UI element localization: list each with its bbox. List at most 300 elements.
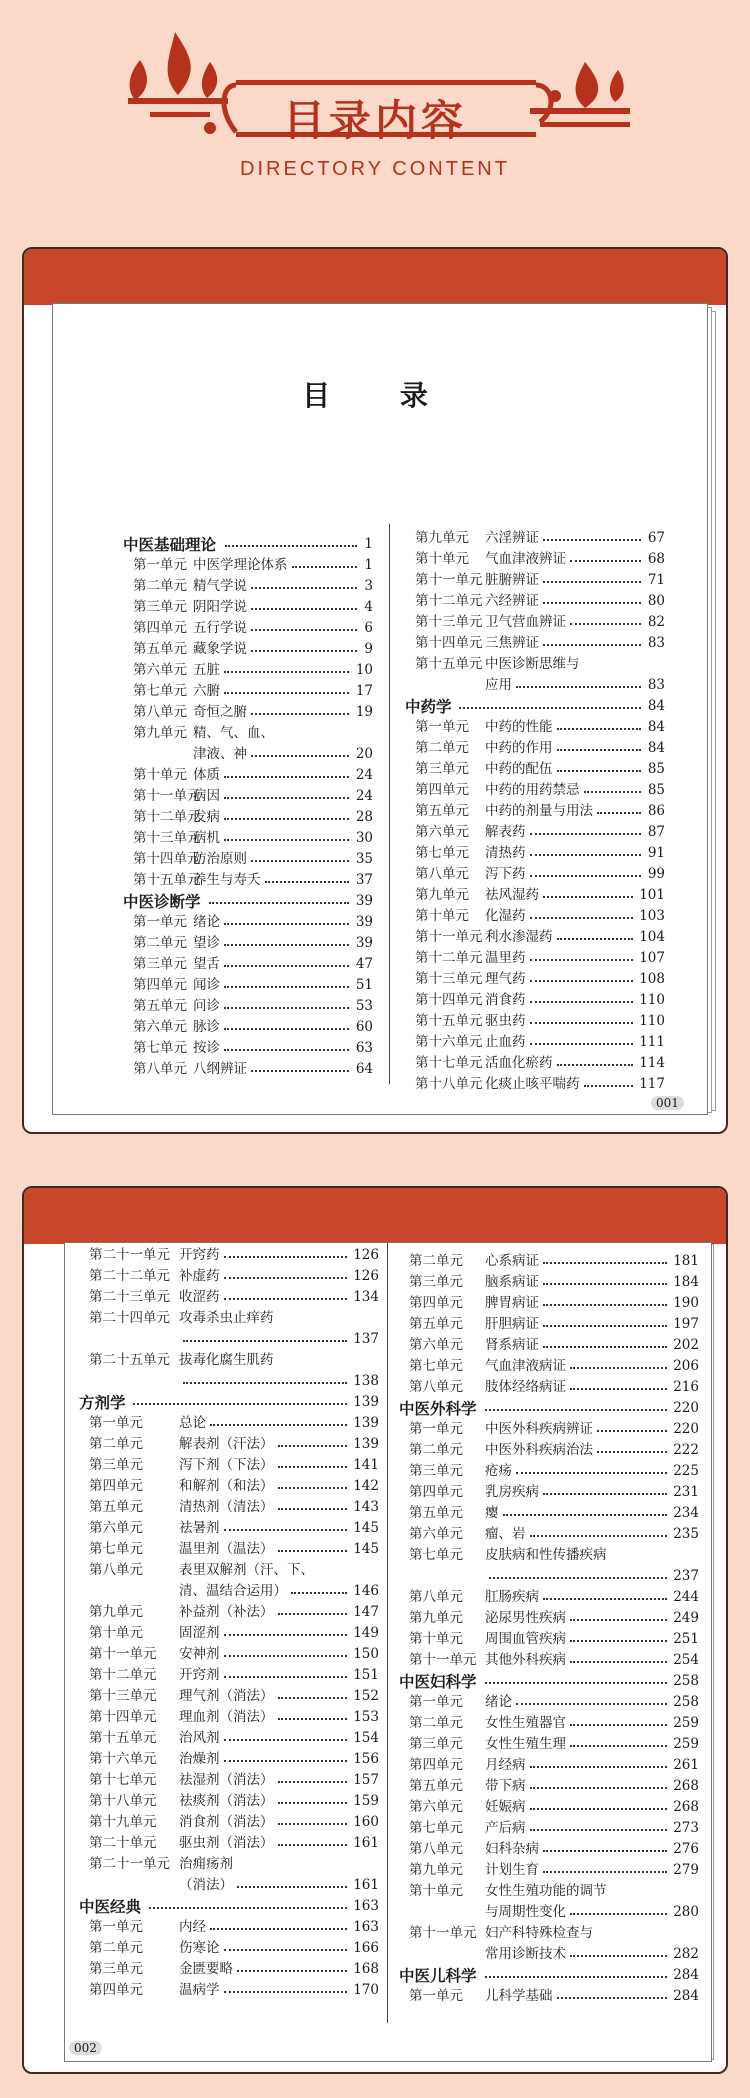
toc-entry-name: 妊娠病 (485, 1799, 526, 1815)
toc-entry-row (399, 1419, 699, 1440)
toc-page-number: 261 (673, 1757, 699, 1773)
toc-entry-row (79, 1350, 379, 1371)
toc-entry-name: 常用诊断技术 (485, 1946, 566, 1962)
toc-page-number: 251 (673, 1631, 699, 1647)
toc-entry-row (399, 1566, 699, 1587)
toc-unit-label: 第十七单元 (415, 1055, 483, 1071)
toc-entry-name: 女性生殖器官 (485, 1715, 566, 1731)
toc-unit-label: 第一单元 (133, 914, 187, 930)
toc-leader-dots (530, 906, 634, 919)
toc-page-number: 284 (673, 1988, 699, 2004)
toc-leader-dots (530, 1011, 634, 1024)
toc-entry-name: 清、温结合运用） (179, 1583, 287, 1599)
toc-entry-name: 伤寒论 (179, 1940, 220, 1956)
toc-unit-label: 第二十一单元 (89, 1856, 170, 1872)
page-number: 001 (651, 1096, 684, 1110)
toc-section-row (399, 1671, 699, 1692)
toc-page-number: 142 (353, 1478, 379, 1494)
toc-page-number: 114 (639, 1055, 665, 1071)
toc-page-number: 197 (673, 1316, 699, 1332)
toc-entry-name: 五行学说 (193, 620, 247, 636)
toc-page-number: 85 (647, 782, 665, 798)
toc-unit-label: 第十一单元 (409, 1652, 477, 1668)
toc-entry-row (405, 843, 665, 864)
toc-leader-dots (224, 1266, 348, 1279)
toc-entry-name: 泻下药 (485, 866, 526, 882)
toc-page-number: 47 (355, 956, 373, 972)
toc-leader-dots (485, 1671, 667, 1684)
toc-entry-name: 皮肤病和性传播疾病 (485, 1547, 607, 1563)
toc-entry-row (123, 765, 373, 786)
toc-entry-row (79, 1539, 379, 1560)
toc-unit-label: 第十单元 (415, 908, 469, 924)
toc-unit-label: 第八单元 (89, 1562, 143, 1578)
toc-unit-label: 第七单元 (89, 1541, 143, 1557)
toc-leader-dots (278, 1476, 348, 1489)
toc-unit-label: 第十五单元 (415, 1013, 483, 1029)
toc-leader-dots (251, 744, 349, 757)
toc-leader-dots (224, 996, 349, 1009)
toc-entry-name: 妇科杂病 (485, 1841, 539, 1857)
toc-entry-name: 周围血管疾病 (485, 1631, 566, 1647)
toc-entry-row (79, 1308, 379, 1329)
toc-entry-row (79, 1602, 379, 1623)
toc-entry-row (399, 1440, 699, 1461)
toc-entry-row (405, 1074, 665, 1095)
toc-entry-name: 女性生殖生理 (485, 1736, 566, 1752)
toc-unit-label: 第五单元 (133, 998, 187, 1014)
toc-unit-label: 第八单元 (415, 866, 469, 882)
toc-entry-name: 妇产科特殊检查与 (485, 1925, 593, 1941)
toc-entry-row (405, 780, 665, 801)
toc-unit-label: 第二单元 (89, 1436, 143, 1452)
toc-leader-dots (224, 1728, 348, 1741)
toc-page-number: 28 (355, 809, 373, 825)
toc-page-number: 159 (353, 1793, 379, 1809)
toc-leader-dots (459, 696, 641, 709)
toc-entry-name: 补益剂（补法） (179, 1604, 274, 1620)
toc-page-number: 30 (355, 830, 373, 846)
toc-entry-name: 肢体经络病证 (485, 1379, 566, 1395)
toc-entry-name: 儿科学基础 (485, 1988, 553, 2004)
toc-unit-label: 第八单元 (409, 1379, 463, 1395)
toc-page-number: 101 (639, 887, 665, 903)
toc-entry-row (405, 885, 665, 906)
toc-entry-name: 补虚药 (179, 1268, 220, 1284)
toc-entry-name: 和解剂（和法） (179, 1478, 274, 1494)
toc-leader-dots (584, 780, 642, 793)
toc-entry-name: 温病学 (179, 1982, 220, 1998)
toc-entry-row (79, 1476, 379, 1497)
toc-entry-row (123, 744, 373, 765)
toc-entry-row (399, 1503, 699, 1524)
toc-entry-name: 中药的用药禁忌 (485, 782, 580, 798)
toc-unit-label: 第二单元 (133, 935, 187, 951)
toc-leader-dots (570, 1944, 667, 1957)
toc-entry-row (399, 1986, 699, 2007)
toc-entry-row (405, 1053, 665, 1074)
toc-entry-name: 中医学理论体系 (193, 557, 288, 573)
toc-entry-name: 藏象学说 (193, 641, 247, 657)
toc-section-row (79, 1392, 379, 1413)
toc-entry-name: 闻诊 (193, 977, 220, 993)
toc-page-number: 71 (647, 572, 665, 588)
toc-entry-name: 瘿 (485, 1505, 499, 1521)
toc-page-number: 166 (353, 1940, 379, 1956)
toc-unit-label: 第十三单元 (89, 1688, 157, 1704)
toc-unit-label: 第一单元 (133, 557, 187, 573)
toc-unit-label: 第九单元 (415, 530, 469, 546)
toc-page-number: 237 (673, 1568, 699, 1584)
toc-page-number: 268 (673, 1799, 699, 1815)
toc-entry-name: 祛湿剂（消法） (179, 1772, 274, 1788)
toc-leader-dots (543, 1251, 667, 1264)
toc-entry-row (79, 1686, 379, 1707)
toc-unit-label: 第八单元 (409, 1841, 463, 1857)
toc-entry-row (399, 1797, 699, 1818)
toc-unit-label: 第十七单元 (89, 1772, 157, 1788)
toc-entry-row (405, 591, 665, 612)
toc-entry-row (123, 597, 373, 618)
toc-unit-label: 第三单元 (89, 1961, 143, 1977)
toc-entry-row (123, 639, 373, 660)
toc-unit-label: 第十六单元 (89, 1751, 157, 1767)
toc-entry-name: 月经病 (485, 1757, 526, 1773)
toc-leader-dots (210, 1413, 347, 1426)
toc-entry-row (123, 555, 373, 576)
toc-leader-dots (183, 1371, 347, 1384)
toc-entry-name: 瘤、岩 (485, 1526, 526, 1542)
toc-entry-name: 内经 (179, 1919, 206, 1935)
toc-unit-label: 第五单元 (409, 1778, 463, 1794)
toc-unit-label: 第十单元 (415, 551, 469, 567)
toc-entry-row (405, 822, 665, 843)
toc-leader-dots (516, 675, 641, 688)
toc-leader-dots (543, 633, 641, 646)
toc-column-left (79, 1245, 379, 2001)
toc-unit-label: 第十三单元 (133, 830, 201, 846)
toc-unit-label: 第二单元 (133, 578, 187, 594)
toc-page-number: 282 (673, 1946, 699, 1962)
toc-leader-dots (291, 1581, 347, 1594)
toc-page-number: 24 (355, 788, 373, 804)
toc-unit-label: 第二十五单元 (89, 1352, 170, 1368)
toc-entry-row (399, 1881, 699, 1902)
toc-page-number: 279 (673, 1862, 699, 1878)
toc-page-number: 107 (639, 950, 665, 966)
toc-entry-name: 中医外科疾病治法 (485, 1442, 593, 1458)
toc-unit-label: 第十五单元 (133, 872, 201, 888)
toc-leader-dots (224, 828, 349, 841)
toc-unit-label: 第十单元 (133, 767, 187, 783)
toc-leader-dots (224, 1980, 348, 1993)
toc-unit-label: 第三单元 (409, 1463, 463, 1479)
toc-unit-label: 第十一单元 (415, 929, 483, 945)
toc-unit-label: 第十单元 (409, 1631, 463, 1647)
toc-entry-name: 气血津液病证 (485, 1358, 566, 1374)
toc-entry-name: 脑系病证 (485, 1274, 539, 1290)
toc-page-number: 254 (673, 1652, 699, 1668)
toc-unit-label: 第八单元 (409, 1589, 463, 1605)
toc-entry-row (399, 1524, 699, 1545)
toc-leader-dots (485, 1398, 667, 1411)
header (0, 0, 750, 190)
toc-entry-row (399, 1314, 699, 1335)
toc-entry-row (399, 1860, 699, 1881)
toc-page-number: 39 (355, 893, 373, 909)
toc-entry-row (399, 1587, 699, 1608)
toc-page-number: 110 (639, 992, 665, 1008)
toc-entry-name: 活血化瘀药 (485, 1055, 553, 1071)
toc-page-number: 126 (353, 1268, 379, 1284)
toc-unit-label: 第一单元 (409, 1694, 463, 1710)
toc-page-number: 149 (353, 1625, 379, 1641)
toc-entry-name: 利水渗湿药 (485, 929, 553, 945)
toc-entry-name: 六腑 (193, 683, 220, 699)
toc-entry-name: 解表剂（汗法） (179, 1436, 274, 1452)
toc-entry-row (399, 1482, 699, 1503)
toc-entry-name: 问诊 (193, 998, 220, 1014)
toc-unit-label: 第三单元 (133, 956, 187, 972)
toc-unit-label: 第十三单元 (415, 614, 483, 630)
toc-unit-label: 第十五单元 (89, 1730, 157, 1746)
toc-page-number: 4 (364, 599, 373, 615)
toc-column-right (399, 1251, 699, 2007)
book-title: 目 录 (302, 379, 458, 412)
toc-entry-row (405, 1011, 665, 1032)
toc-entry-name: 脏腑辨证 (485, 572, 539, 588)
book-page-1 (52, 303, 708, 1115)
toc-leader-dots (224, 1245, 348, 1258)
toc-page-number: 273 (673, 1820, 699, 1836)
toc-leader-dots (251, 639, 357, 652)
toc-unit-label: 第十四单元 (89, 1709, 157, 1725)
toc-leader-dots (543, 1587, 667, 1600)
toc-unit-label: 第四单元 (133, 977, 187, 993)
toc-entry-row (399, 1356, 699, 1377)
toc-unit-label: 第四单元 (415, 782, 469, 798)
toc-section-row (405, 696, 665, 717)
toc-entry-row (405, 738, 665, 759)
toc-page-number: 10 (355, 662, 373, 678)
toc-unit-label: 第五单元 (415, 803, 469, 819)
toc-page-number: 17 (355, 683, 373, 699)
toc-entry-name: 心系病证 (485, 1253, 539, 1269)
toc-entry-name: 养生与寿夭 (193, 872, 261, 888)
toc-entry-name: 止血药 (485, 1034, 526, 1050)
toc-entry-row (79, 1266, 379, 1287)
toc-entry-row (79, 1791, 379, 1812)
toc-leader-dots (597, 1419, 667, 1432)
toc-page-number: 39 (355, 914, 373, 930)
toc-unit-label: 第六单元 (409, 1526, 463, 1542)
toc-entry-name: 肛肠疾病 (485, 1589, 539, 1605)
toc-entry-name: 带下病 (485, 1778, 526, 1794)
toc-page-number: 134 (353, 1289, 379, 1305)
toc-page-number: 145 (353, 1520, 379, 1536)
toc-page-number: 84 (647, 740, 665, 756)
toc-unit-label: 第九单元 (89, 1604, 143, 1620)
toc-leader-dots (251, 618, 357, 631)
toc-entry-name: 脉诊 (193, 1019, 220, 1035)
toc-entry-row (123, 1017, 373, 1038)
toc-entry-name: 消食剂（消法） (179, 1814, 274, 1830)
toc-leader-dots (224, 1623, 348, 1636)
toc-entry-row (123, 786, 373, 807)
toc-unit-label: 第五单元 (89, 1499, 143, 1515)
toc-page-number: 147 (353, 1604, 379, 1620)
toc-entry-row (123, 912, 373, 933)
toc-entry-row (123, 975, 373, 996)
page-number: 002 (69, 2041, 102, 2055)
toc-unit-label: 第二单元 (409, 1442, 463, 1458)
toc-entry-row (123, 933, 373, 954)
toc-section-title: 中医外科学 (399, 1399, 477, 1418)
toc-page-number: 68 (647, 551, 665, 567)
toc-unit-label: 第三单元 (409, 1274, 463, 1290)
toc-leader-dots (278, 1497, 348, 1510)
toc-entry-name: 绪论 (485, 1694, 512, 1710)
toc-unit-label: 第九单元 (415, 887, 469, 903)
toc-entry-row (399, 1272, 699, 1293)
toc-page-number: 161 (353, 1835, 379, 1851)
toc-leader-dots (530, 822, 642, 835)
toc-entry-row (399, 1776, 699, 1797)
toc-unit-label: 第十八单元 (89, 1793, 157, 1809)
toc-entry-name: 安神剂 (179, 1646, 220, 1662)
toc-leader-dots (251, 1059, 349, 1072)
page-subtitle: DIRECTORY CONTENT (240, 158, 510, 180)
toc-page-number: 231 (673, 1484, 699, 1500)
toc-leader-dots (225, 534, 357, 547)
book-page-2 (64, 1242, 712, 2062)
toc-leader-dots (224, 912, 349, 925)
toc-page-number: 86 (647, 803, 665, 819)
toc-page-number: 9 (364, 641, 373, 657)
toc-entry-row (399, 1293, 699, 1314)
toc-column-left (123, 534, 373, 1080)
toc-entry-row (79, 1455, 379, 1476)
toc-entry-row (405, 927, 665, 948)
toc-leader-dots (224, 1644, 348, 1657)
toc-entry-row (405, 906, 665, 927)
toc-unit-label: 第六单元 (409, 1337, 463, 1353)
toc-section-row (399, 1965, 699, 1986)
toc-page-number: 60 (355, 1019, 373, 1035)
toc-entry-name: 温里药 (485, 950, 526, 966)
toc-entry-name: 卫气营血辨证 (485, 614, 566, 630)
toc-unit-label: 第二十四单元 (89, 1310, 170, 1326)
toc-leader-dots (278, 1434, 348, 1447)
toc-section-row (123, 891, 373, 912)
toc-entry-name: 祛风湿药 (485, 887, 539, 903)
toc-panel-2 (22, 1186, 728, 2074)
page-title: 目录内容 (282, 96, 467, 145)
toc-section-row (123, 534, 373, 555)
toc-page-number: 137 (353, 1331, 379, 1347)
toc-entry-row (123, 849, 373, 870)
toc-entry-name: 女性生殖功能的调节 (485, 1883, 607, 1899)
toc-page-number: 84 (647, 698, 665, 714)
toc-page-number: 141 (353, 1457, 379, 1473)
toc-leader-dots (237, 1959, 347, 1972)
toc-page-number: 110 (639, 1013, 665, 1029)
toc-unit-label: 第六单元 (89, 1520, 143, 1536)
toc-page-number: 146 (353, 1583, 379, 1599)
toc-page-number: 152 (353, 1688, 379, 1704)
toc-leader-dots (516, 1461, 667, 1474)
toc-unit-label: 第五单元 (409, 1505, 463, 1521)
toc-entry-row (399, 1629, 699, 1650)
toc-entry-row (123, 954, 373, 975)
toc-page-number: 63 (355, 1040, 373, 1056)
toc-leader-dots (133, 1392, 347, 1405)
toc-leader-dots (570, 1650, 667, 1663)
toc-page-number: 202 (673, 1337, 699, 1353)
toc-entry-name: 驱虫药 (485, 1013, 526, 1029)
toc-entry-row (123, 870, 373, 891)
toc-entry-name: 化痰止咳平喘药 (485, 1076, 580, 1092)
toc-entry-row (405, 864, 665, 885)
toc-entry-name: 中药的性能 (485, 719, 553, 735)
toc-page-number: 163 (353, 1898, 379, 1914)
toc-unit-label: 第二单元 (415, 740, 469, 756)
toc-unit-label: 第二单元 (409, 1253, 463, 1269)
toc-page-number: 160 (353, 1814, 379, 1830)
toc-entry-row (79, 1644, 379, 1665)
toc-entry-row (405, 570, 665, 591)
toc-entry-row (79, 1770, 379, 1791)
toc-unit-label: 第四单元 (409, 1484, 463, 1500)
toc-leader-dots (278, 1455, 348, 1468)
toc-unit-label: 第二十三单元 (89, 1289, 170, 1305)
toc-page-number: 139 (353, 1394, 379, 1410)
toc-column-right (405, 528, 665, 1095)
toc-page-number: 143 (353, 1499, 379, 1515)
toc-entry-name: 精气学说 (193, 578, 247, 594)
toc-entry-row (399, 1251, 699, 1272)
toc-entry-row (123, 702, 373, 723)
toc-unit-label: 第十一单元 (133, 788, 201, 804)
toc-leader-dots (278, 1707, 348, 1720)
toc-page-number: 216 (673, 1379, 699, 1395)
toc-entry-name: 金匮要略 (179, 1961, 233, 1977)
toc-entry-name: 乳房疾病 (485, 1484, 539, 1500)
toc-entry-name: 清热药 (485, 845, 526, 861)
toc-entry-row (79, 1938, 379, 1959)
toc-leader-dots (278, 1686, 348, 1699)
toc-entry-name: 中药的配伍 (485, 761, 553, 777)
toc-page-number: 280 (673, 1904, 699, 1920)
toc-unit-label: 第十九单元 (89, 1814, 157, 1830)
toc-entry-row (399, 1650, 699, 1671)
toc-entry-name: 病机 (193, 830, 220, 846)
toc-unit-label: 第七单元 (133, 1040, 187, 1056)
toc-leader-dots (597, 1440, 667, 1453)
toc-section-row (79, 1896, 379, 1917)
toc-entry-name: 化湿药 (485, 908, 526, 924)
toc-leader-dots (543, 528, 641, 541)
toc-entry-row (123, 618, 373, 639)
toc-entry-row (405, 759, 665, 780)
toc-unit-label: 第四单元 (89, 1982, 143, 1998)
toc-unit-label: 第九单元 (409, 1862, 463, 1878)
toc-section-title: 中药学 (405, 697, 452, 716)
toc-page-number: 111 (639, 1034, 665, 1050)
toc-entry-row (399, 1608, 699, 1629)
toc-page-number: 64 (355, 1061, 373, 1077)
toc-page-number: 184 (673, 1274, 699, 1290)
